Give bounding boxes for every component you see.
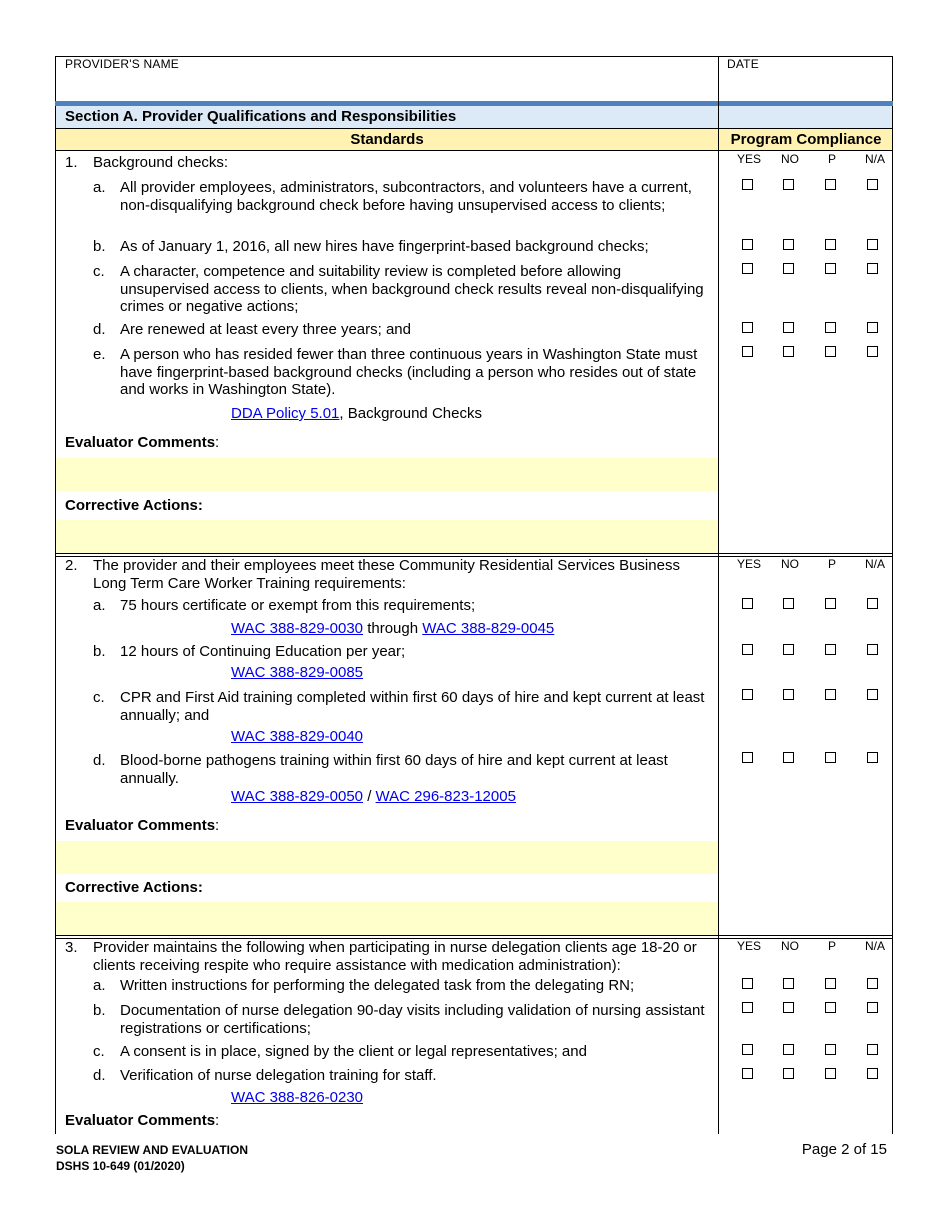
item-2a-reference: WAC 388-829-0030 through WAC 388-829-0045 (231, 620, 555, 637)
item-1a-p-checkbox[interactable] (825, 179, 836, 190)
item-2-corrective-actions-field[interactable] (56, 902, 718, 935)
wac-388-829-0045-link[interactable]: WAC 388-829-0045 (422, 620, 555, 637)
item-1-evaluator-comments-field[interactable] (56, 458, 718, 491)
item-3c-na-checkbox[interactable] (867, 1044, 878, 1055)
item-1b-no-checkbox[interactable] (783, 239, 794, 250)
item-2b-letter: b. (93, 643, 106, 660)
item-3b-no-checkbox[interactable] (783, 1002, 794, 1013)
item-1e-letter: e. (93, 346, 106, 363)
item-2-evaluator-comments-label: Evaluator Comments: (65, 817, 220, 834)
item-2d-p-checkbox[interactable] (825, 752, 836, 763)
item-2b-yes-checkbox[interactable] (742, 644, 753, 655)
item-2c-yes-checkbox[interactable] (742, 689, 753, 700)
item-3b-p-checkbox[interactable] (825, 1002, 836, 1013)
item-1-title: Background checks: (93, 154, 229, 171)
item-3b-text: Documentation of nurse delegation 90-day visits including validation of nursing assistant registrations or certifications; (120, 1002, 705, 1037)
item-1e-p-checkbox[interactable] (825, 346, 836, 357)
item-2-number: 2. (65, 557, 78, 574)
item-3d-na-checkbox[interactable] (867, 1068, 878, 1079)
provider-name-field[interactable] (64, 72, 714, 100)
item-1e-text: A person who has resided fewer than three continuous years in Washington State must have fingerprint-based background checks (including a person who resides out of state and works in Washington State). (120, 346, 698, 398)
item-2a-letter: a. (93, 597, 106, 614)
item-1-divider (55, 553, 893, 554)
item-2-col-na: N/A (864, 557, 885, 571)
item-3a-na-checkbox[interactable] (867, 978, 878, 989)
standards-header: Standards (350, 131, 424, 148)
item-3-reference (231, 1089, 363, 1107)
item-1a-text: All provider employees, administrators, subcontractors, and volunteers have a current, non-disqualifying background check before having unsupervised access to clients; (120, 179, 692, 214)
item-1d-na-checkbox[interactable] (867, 322, 878, 333)
col-no-header: NO (781, 152, 799, 166)
item-2a-p-checkbox[interactable] (825, 598, 836, 609)
col-na-header: N/A (864, 152, 885, 166)
item-2d-letter: d. (93, 752, 106, 769)
item-3d-letter: d. (93, 1067, 106, 1084)
item-3a-text: Written instructions for performing the delegated task from the delegating RN; (120, 977, 635, 994)
item-3c-text: A consent is in place, signed by the client or legal representatives; and (120, 1043, 587, 1060)
item-1-reference: DDA Policy 5.01, Background Checks (231, 405, 482, 422)
item-2d-reference: WAC 388-829-0050 / WAC 296-823-12005 (231, 788, 516, 805)
item-1-number: 1. (65, 154, 78, 171)
item-1-corrective-actions-field[interactable] (56, 520, 718, 553)
item-2b-p-checkbox[interactable] (825, 644, 836, 655)
item-3b-yes-checkbox[interactable] (742, 1002, 753, 1013)
item-1c-na-checkbox[interactable] (867, 263, 878, 274)
item-3c-no-checkbox[interactable] (783, 1044, 794, 1055)
item-3-col-yes: YES (736, 939, 761, 953)
item-1-evaluator-comments-label: Evaluator Comments: (65, 434, 220, 451)
item-1e-yes-checkbox[interactable] (742, 346, 753, 357)
item-1a-letter: a. (93, 179, 106, 196)
item-1e-na-checkbox[interactable] (867, 346, 878, 357)
item-2a-yes-checkbox[interactable] (742, 598, 753, 609)
item-1b-text: As of January 1, 2016, all new hires have fingerprint-based background checks; (120, 238, 649, 255)
wac-388-829-0030-link[interactable]: WAC 388-829-0030 (231, 620, 364, 637)
footer-form-number: DSHS 10-649 (01/2020) (56, 1159, 185, 1173)
item-2d-text: Blood-borne pathogens training within first 60 days of hire and kept current at least annually. (120, 752, 668, 787)
item-2-col-p: P (827, 557, 836, 571)
item-2c-no-checkbox[interactable] (783, 689, 794, 700)
item-2b-reference (231, 664, 363, 682)
item-1d-letter: d. (93, 321, 106, 338)
item-2b-text: 12 hours of Continuing Education per year; (120, 643, 406, 660)
wac-388-829-0085-link[interactable]: WAC 388-829-0085 (231, 664, 364, 681)
item-1e-no-checkbox[interactable] (783, 346, 794, 357)
wac-388-829-0040-link[interactable]: WAC 388-829-0040 (231, 728, 364, 745)
wac-388-829-0050-link[interactable]: WAC 388-829-0050 (231, 788, 364, 805)
date-field[interactable] (724, 72, 889, 100)
item-2a-na-checkbox[interactable] (867, 598, 878, 609)
item-2c-reference (231, 728, 363, 746)
col-p-header: P (827, 152, 836, 166)
item-2b-na-checkbox[interactable] (867, 644, 878, 655)
item-2d-no-checkbox[interactable] (783, 752, 794, 763)
item-1c-text: A character, competence and suitability review is completed before allowing unsupervised access to clients, when background check results reveal non-disqualifying crimes or negative actions; (120, 263, 704, 315)
item-3-title: Provider maintains the following when participating in nurse delegation clients age 18-20 or clients receiving respite who require assistance with medication administration): (93, 939, 697, 974)
footer-form-title: SOLA REVIEW AND EVALUATION (56, 1143, 248, 1157)
item-2a-text: 75 hours certificate or exempt from this requirements; (120, 597, 476, 614)
date-label: DATE (727, 57, 759, 71)
item-1b-p-checkbox[interactable] (825, 239, 836, 250)
item-1c-p-checkbox[interactable] (825, 263, 836, 274)
item-1c-yes-checkbox[interactable] (742, 263, 753, 274)
item-3-evaluator-comments-label: Evaluator Comments: (65, 1112, 220, 1129)
item-1d-text: Are renewed at least every three years; and (120, 321, 411, 338)
item-3a-no-checkbox[interactable] (783, 978, 794, 989)
item-3b-na-checkbox[interactable] (867, 1002, 878, 1013)
item-2-col-no: NO (781, 557, 799, 571)
item-1d-yes-checkbox[interactable] (742, 322, 753, 333)
section-title: Section A. Provider Qualifications and Responsibilities (65, 108, 457, 125)
item-3a-yes-checkbox[interactable] (742, 978, 753, 989)
item-1d-p-checkbox[interactable] (825, 322, 836, 333)
item-1a-na-checkbox[interactable] (867, 179, 878, 190)
item-2c-text: CPR and First Aid training completed within first 60 days of hire and kept current at least annually; and (120, 689, 705, 724)
item-3-col-no: NO (781, 939, 799, 953)
item-3-col-p: P (827, 939, 836, 953)
wac-296-823-12005-link[interactable]: WAC 296-823-12005 (375, 788, 516, 805)
item-2d-na-checkbox[interactable] (867, 752, 878, 763)
item-3c-p-checkbox[interactable] (825, 1044, 836, 1055)
col-yes-header: YES (736, 152, 761, 166)
wac-388-826-0230-link[interactable]: WAC 388-826-0230 (231, 1089, 364, 1106)
item-1b-yes-checkbox[interactable] (742, 239, 753, 250)
dda-policy-link[interactable]: DDA Policy 5.01 (231, 405, 340, 422)
page-number: Page 2 of 15 (801, 1141, 887, 1158)
item-3c-letter: c. (93, 1043, 105, 1060)
item-3-col-na: N/A (864, 939, 885, 953)
item-3d-no-checkbox[interactable] (783, 1068, 794, 1079)
item-1c-letter: c. (93, 263, 105, 280)
item-3c-yes-checkbox[interactable] (742, 1044, 753, 1055)
item-2-evaluator-comments-field[interactable] (56, 841, 718, 874)
item-3a-p-checkbox[interactable] (825, 978, 836, 989)
item-1-corrective-actions-label: Corrective Actions: (65, 497, 203, 514)
item-2d-yes-checkbox[interactable] (742, 752, 753, 763)
item-3b-letter: b. (93, 1002, 106, 1019)
item-3d-yes-checkbox[interactable] (742, 1068, 753, 1079)
item-2c-na-checkbox[interactable] (867, 689, 878, 700)
item-1a-yes-checkbox[interactable] (742, 179, 753, 190)
item-3-number: 3. (65, 939, 78, 956)
item-2-title: The provider and their employees meet these Community Residential Services Business Long Term Care Worker Training requirements: (93, 557, 680, 592)
item-3a-letter: a. (93, 977, 106, 994)
item-2-col-yes: YES (736, 557, 761, 571)
item-2c-letter: c. (93, 689, 105, 706)
item-2c-p-checkbox[interactable] (825, 689, 836, 700)
item-3d-text: Verification of nurse delegation training for staff. (120, 1067, 437, 1084)
compliance-header: Program Compliance (730, 131, 882, 148)
item-3d-p-checkbox[interactable] (825, 1068, 836, 1079)
item-1c-no-checkbox[interactable] (783, 263, 794, 274)
item-2-corrective-actions-label: Corrective Actions: (65, 879, 203, 896)
column-divider (718, 56, 719, 1134)
item-1b-letter: b. (93, 238, 106, 255)
item-2-divider (55, 935, 893, 936)
item-1a-no-checkbox[interactable] (783, 179, 794, 190)
item-1d-no-checkbox[interactable] (783, 322, 794, 333)
provider-name-label: PROVIDER'S NAME (65, 57, 179, 71)
item-2a-no-checkbox[interactable] (783, 598, 794, 609)
item-1b-na-checkbox[interactable] (867, 239, 878, 250)
item-2b-no-checkbox[interactable] (783, 644, 794, 655)
